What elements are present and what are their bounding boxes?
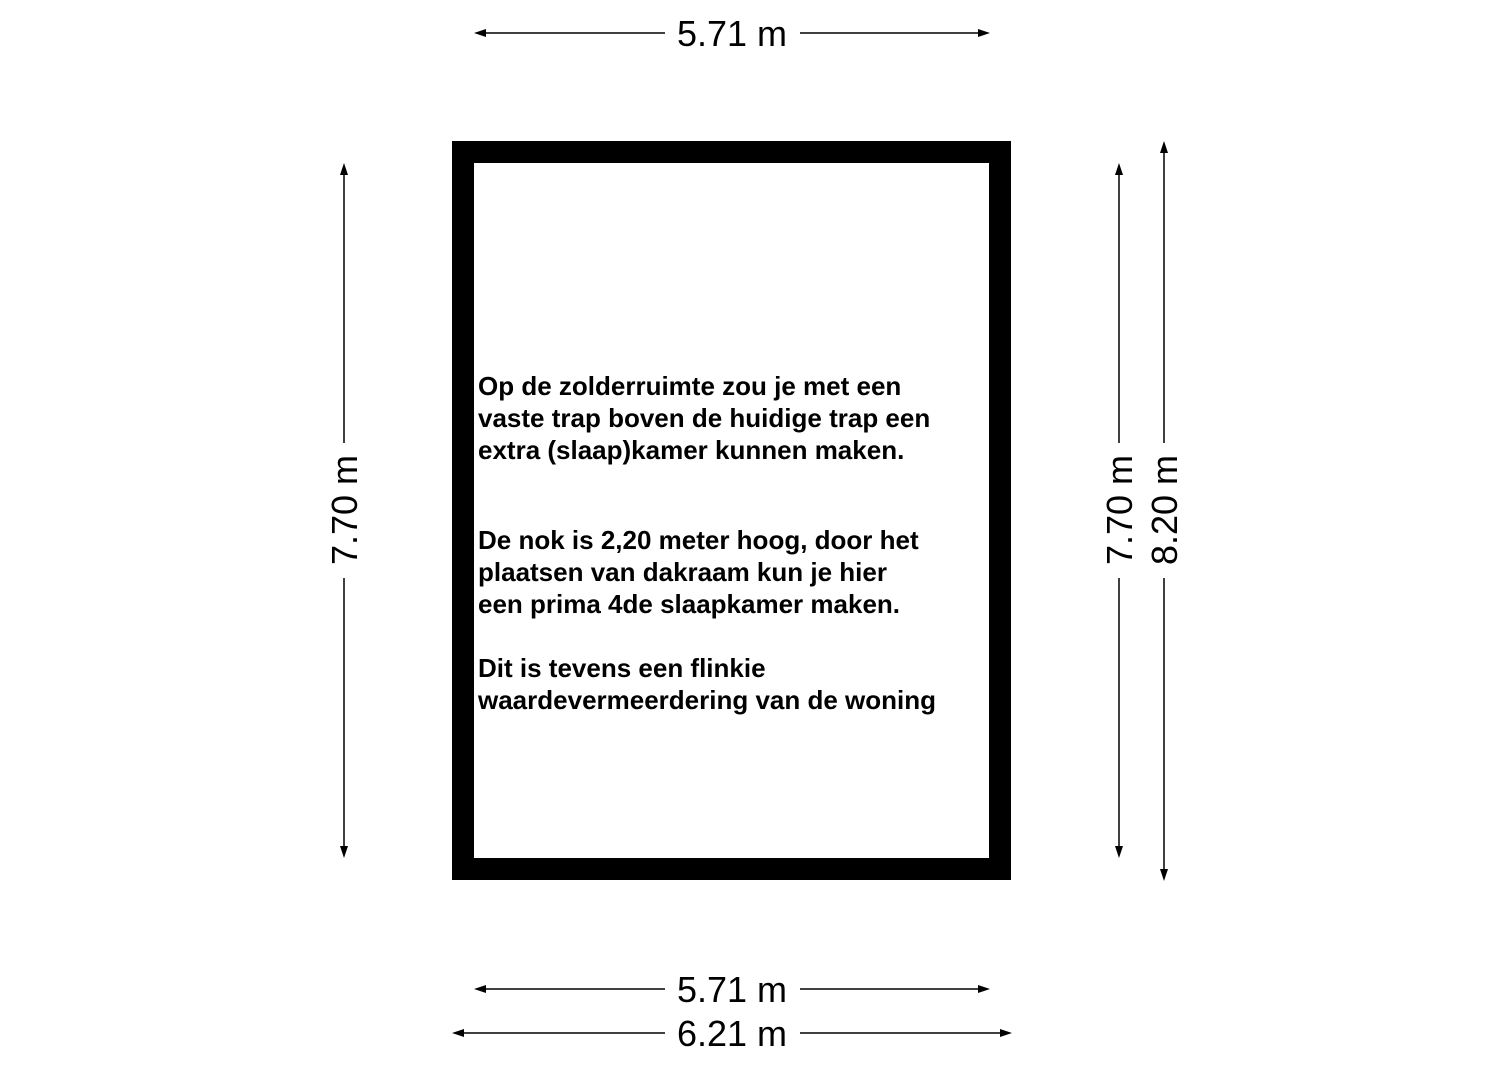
dimension-label: 5.71 m [676, 969, 788, 1010]
note-line: Dit is tevens een flinkie [478, 653, 766, 683]
dimension-top-width [474, 13, 990, 54]
dimension-label: 7.70 m [324, 454, 365, 566]
room-notes [478, 370, 998, 716]
dimension-left-height [324, 163, 365, 858]
note-line: Op de zolderruimte zou je met een [478, 371, 902, 401]
note-line: waardevermeerdering van de woning [478, 685, 937, 715]
note-line: De nok is 2,20 meter hoog, door het [478, 525, 919, 555]
arrow-up-icon [1115, 163, 1123, 175]
arrow-down-icon [340, 846, 348, 858]
arrow-right-icon [1000, 1029, 1012, 1037]
arrow-down-icon [1115, 846, 1123, 858]
dimension-label: 8.20 m [1144, 454, 1185, 566]
note-paragraph [478, 524, 998, 620]
dimension-right-outer-height [1144, 141, 1185, 881]
arrow-right-icon [978, 29, 990, 37]
dimension-bottom-inner-width [474, 969, 990, 1010]
arrow-left-icon [452, 1029, 464, 1037]
dimension-right-inner-height [1099, 163, 1140, 858]
dimension-bottom-outer-width [452, 1013, 1012, 1054]
note-paragraph [478, 652, 998, 716]
arrow-down-icon [1160, 869, 1168, 881]
arrow-up-icon [1160, 141, 1168, 153]
arrow-right-icon [978, 985, 990, 993]
dimension-label: 5.71 m [676, 13, 788, 54]
arrow-left-icon [474, 985, 486, 993]
note-line: plaatsen van dakraam kun je hier [478, 557, 887, 587]
dimension-label: 7.70 m [1099, 454, 1140, 566]
note-line: een prima 4de slaapkamer maken. [478, 589, 901, 619]
note-paragraph [478, 370, 998, 466]
arrow-left-icon [474, 29, 486, 37]
note-line: extra (slaap)kamer kunnen maken. [478, 435, 905, 465]
dimension-label: 6.21 m [676, 1013, 788, 1054]
arrow-up-icon [340, 163, 348, 175]
note-line: vaste trap boven de huidige trap een [478, 403, 931, 433]
